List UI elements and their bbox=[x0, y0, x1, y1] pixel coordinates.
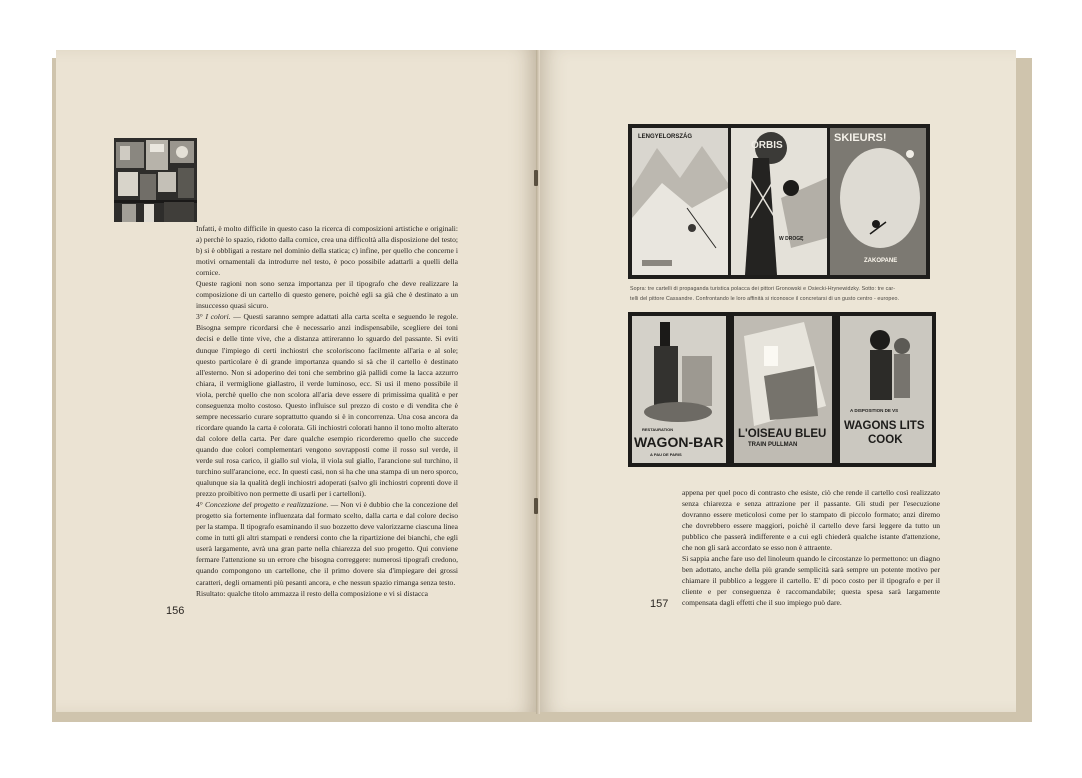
page-number-right: 157 bbox=[650, 598, 669, 610]
poster-subtitle: W DROGĘ bbox=[779, 236, 804, 242]
poster-subtitle: COOK bbox=[868, 434, 903, 446]
book-gutter bbox=[536, 50, 540, 714]
poster-1 bbox=[632, 128, 728, 275]
poster-footer: A DISPOSITION DE VS bbox=[850, 408, 899, 413]
billboard-photo bbox=[114, 138, 197, 222]
paragraph: Infatti, è molto difficile in questo caso la ricerca di composizioni artistiche e originali: a) perchè lo spazio, ridotto dalla cornice, crea una difficoltà alla disposizione del testo; b) si è obbligati a restare nel dominio della statica; c) infine, per quello che concerne i motivi ornamentali da introdurre nel testo, è poco possibile adattarli a quelli della cornice. bbox=[196, 224, 458, 278]
billboard-illustration bbox=[114, 138, 197, 222]
poster-title: WAGONS LITS bbox=[844, 420, 925, 432]
mountain-illustration bbox=[632, 128, 728, 275]
poster-footer: A PAU DE PARIS bbox=[650, 452, 682, 457]
left-body-text bbox=[196, 223, 458, 599]
poster-6 bbox=[840, 316, 932, 463]
right-page bbox=[538, 50, 1016, 712]
skier-illustration bbox=[830, 128, 926, 275]
staple-top bbox=[534, 170, 538, 186]
poster-title: SKIEURS! bbox=[834, 132, 887, 144]
right-body-text bbox=[682, 487, 940, 609]
bottom-poster-strip bbox=[628, 312, 936, 467]
paragraph: Si sappia anche fare uso del linoleum quando le circostanze lo permettono: un diagno ben adottato, anche della più grande semplicità sarà sempre un potente motivo per chiamare il pubblico a leggere il cartello. E' di poco costo per il tipografo e per il cliente e per conseguenza è raccomandabile; questa spesa sarà largamente compensata dagli effetti che il suo impiego può dare. bbox=[682, 554, 940, 608]
figure-caption bbox=[630, 284, 930, 304]
staple-bottom bbox=[534, 498, 538, 514]
poster-title: WAGON-BAR bbox=[634, 434, 724, 450]
paragraph: 3° I colori. — Questi saranno sempre adattati alla carta scelta e seguendo le regole. Bisogna sempre ricordarsi che è necessario anzi indispensabile, scegliere dei toni decisi e delle tinte vive, che a distanza attireranno lo sguardo del passante. Si eviti dunque l'impiego di certi inchiostri che scoloriscono facilmente all'aria e al sole; questo particolare è di grande importanza quando si sà che il cartello è destinato all'esterno. Non si adoperino dei toni che sembrino già pallidi come la lacca azzurro chiara, il vermiglione giallastro, il verde luminoso, ecc. Si usi il meno possibile il viola, perchè quello che non scolora all'aria deve essere di primissima qualità e per conseguenza molto costoso. Questo influisce sul prezzo di costo e di vendita che è sempre necessario curare soprattutto quando si è in concorrenza. Una cosa ancora da ricordare quando la carta è colorata. Gli inchiostri colorati hanno il tono molto alterato dal colore della carta. Per dare qualche esempio ricorderemo quello che succede quando due colori complementari vengono sovrapposti come il rosso sul verde, il verde sul rosa carico, il giallo sul viola, il viola sul giallo, l'arancione sul turchino, il turchino sull'arancione, ecc. In questi casi, non si ha che una stampa di un nero sporco, qualunque sia la qualità degli inchiostri adoperati (salvo gli inchiostri coprenti dove il prezzo proibitivo non permette di usarli per i cartelloni). bbox=[196, 312, 458, 499]
poster-4 bbox=[632, 316, 726, 463]
poster-subtitle: RESTAURATION bbox=[642, 427, 674, 432]
poster-subtitle: TRAIN PULLMAN bbox=[748, 442, 798, 448]
caption-line: telli del pittore Cassandre. Confrontando le loro affinità si riconosce il concretarsi di un gusto centro - europeo. bbox=[630, 296, 900, 302]
page-number-left: 156 bbox=[166, 605, 185, 617]
poster-subtitle: ZAKOPANE bbox=[864, 258, 898, 264]
top-poster-strip bbox=[628, 124, 930, 279]
train-illustration bbox=[734, 316, 832, 463]
poster-5 bbox=[734, 316, 832, 463]
poster-title: L'OISEAU BLEU bbox=[738, 428, 827, 440]
poster-3 bbox=[830, 128, 926, 275]
caption-line: Sopra: tre cartelli di propaganda turistica polacca dei pittori Gronowski e Osiecki-Hrynewidzky. Sotto: tre car- bbox=[630, 286, 896, 292]
book-spread bbox=[52, 50, 1028, 718]
poster-title: LENGYELORSZÁG bbox=[638, 134, 693, 140]
paragraph: appena per quel poco di contrasto che esiste, ciò che rende il cartello così realizzato senza chiarezza e senza attrazione per il passante. Gli studi per l'esecuzione dovranno essere meticolosi come per lo stampato di piccolo formato; anzi diremo che dovrebbero essere maggiori, poichè il cartello deve farsi leggere da tutto un pubblico che passerà indifferente e a cui egli chiederà qualche istante d'attenzione, che non gli sarà accordato se esso non è attraente. bbox=[682, 488, 940, 553]
poster-2 bbox=[731, 128, 827, 275]
left-page bbox=[56, 50, 538, 712]
poster-title: ORBIS bbox=[751, 140, 783, 151]
paragraph: 4° Concezione del progetto e realizzazione. — Non vi è dubbio che la concezione del progetto sia fortemente influenzata dal formato scelto, dalla carta e dal colore deciso per la stampa. Il tipografo esaminando il suo bozzetto deve valorizzarne ciascuna linea come in tutti gli altri stampati e rendersi conto che la ripartizione dei bianchi, che egli userà largamente, avrà una gran parte nella chiarezza del suo progetto. Qui conviene fermare l'attenzione su un errore che bisogna correggere: numerosi tipografi credono, quando compongono un cartellone, che il primo dovere sia d'impiegare dei grossi caratteri, degli ornamenti più pesanti ancora, e che nessun spazio rimanga senza testo. bbox=[196, 500, 459, 587]
paragraph: Risultato: qualche titolo ammazza il resto della composizione e vi si distacca bbox=[196, 588, 428, 598]
paragraph: Queste ragioni non sono senza importanza per il tipografo che deve realizzare la composizione di un cartello di questo genere, poichè egli sa già che è destinato a un insuccesso quasi sicuro. bbox=[196, 279, 458, 311]
